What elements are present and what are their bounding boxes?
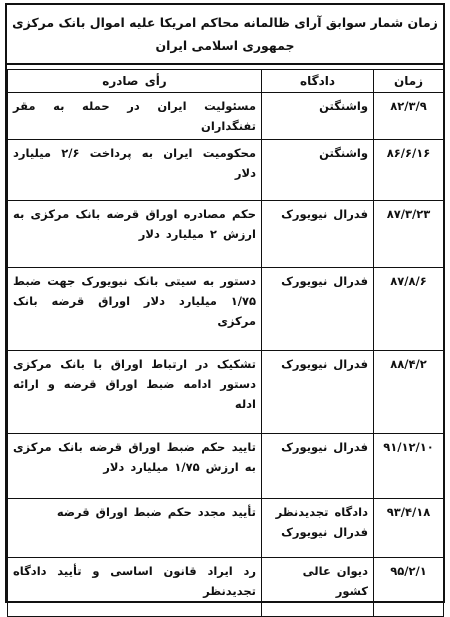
row-date: ۹۳/۴/۱۸ <box>374 499 444 558</box>
table-row <box>8 268 444 351</box>
row-court: فدرال نیویورک <box>262 434 374 499</box>
rulings-table <box>7 69 444 617</box>
table-row <box>8 201 444 268</box>
date-column-header: زمان <box>374 70 444 93</box>
table-row <box>8 93 444 140</box>
row-court: فدرال نیویورک <box>262 268 374 351</box>
row-ruling: تایید حکم ضبط اوراق قرضه بانک مرکزی به ارزش ۱/۷۵ میلیارد دلار <box>8 434 262 499</box>
document <box>5 3 445 603</box>
row-court: دیوان عالی کشور <box>262 558 374 617</box>
row-date: ۸۸/۴/۲ <box>374 351 444 434</box>
document-title: زمان شمار سوابق آرای ظالمانه محاکم امریکا علیه اموال بانک مرکزی جمهوری اسلامی ایران <box>7 5 443 65</box>
table-header-row <box>8 70 444 93</box>
row-court: فدرال نیویورک <box>262 201 374 268</box>
row-ruling: حکم مصادره اوراق قرضه بانک مرکزی به ارزش ۲ میلیارد دلار <box>8 201 262 268</box>
table-row <box>8 140 444 201</box>
row-court: دادگاه تجدیدنظر فدرال نیویورک <box>262 499 374 558</box>
table-row <box>8 434 444 499</box>
row-ruling: دستور به سیتی بانک نیویورک جهت ضبط ۱/۷۵ میلیارد دلار اوراق قرضه بانک مرکزی <box>8 268 262 351</box>
table-row <box>8 499 444 558</box>
court-column-header: دادگاه <box>262 70 374 93</box>
row-date: ۹۵/۲/۱ <box>374 558 444 617</box>
ruling-column-header: رأی صادره <box>8 70 262 93</box>
row-court: واشنگتن <box>262 93 374 140</box>
row-date: ۸۶/۶/۱۶ <box>374 140 444 201</box>
table-row <box>8 351 444 434</box>
row-ruling: رد ایراد قانون اساسی و تأیید دادگاه تجدیدنظر <box>8 558 262 617</box>
row-date: ۸۷/۳/۲۳ <box>374 201 444 268</box>
row-date: ۸۲/۳/۹ <box>374 93 444 140</box>
row-ruling: تشکیک در ارتباط اوراق با بانک مرکزی دستور ادامه ضبط اوراق قرضه و ارائه ادله <box>8 351 262 434</box>
row-ruling: تأیید مجدد حکم ضبط اوراق قرضه <box>8 499 262 558</box>
row-court: واشنگتن <box>262 140 374 201</box>
row-court: فدرال نیویورک <box>262 351 374 434</box>
row-date: ۸۷/۸/۶ <box>374 268 444 351</box>
row-ruling: محکومیت ایران به پرداخت ۲/۶ میلیارد دلار <box>8 140 262 201</box>
row-date: ۹۱/۱۲/۱۰ <box>374 434 444 499</box>
row-ruling: مسئولیت ایران در حمله به مقر تفنگداران <box>8 93 262 140</box>
